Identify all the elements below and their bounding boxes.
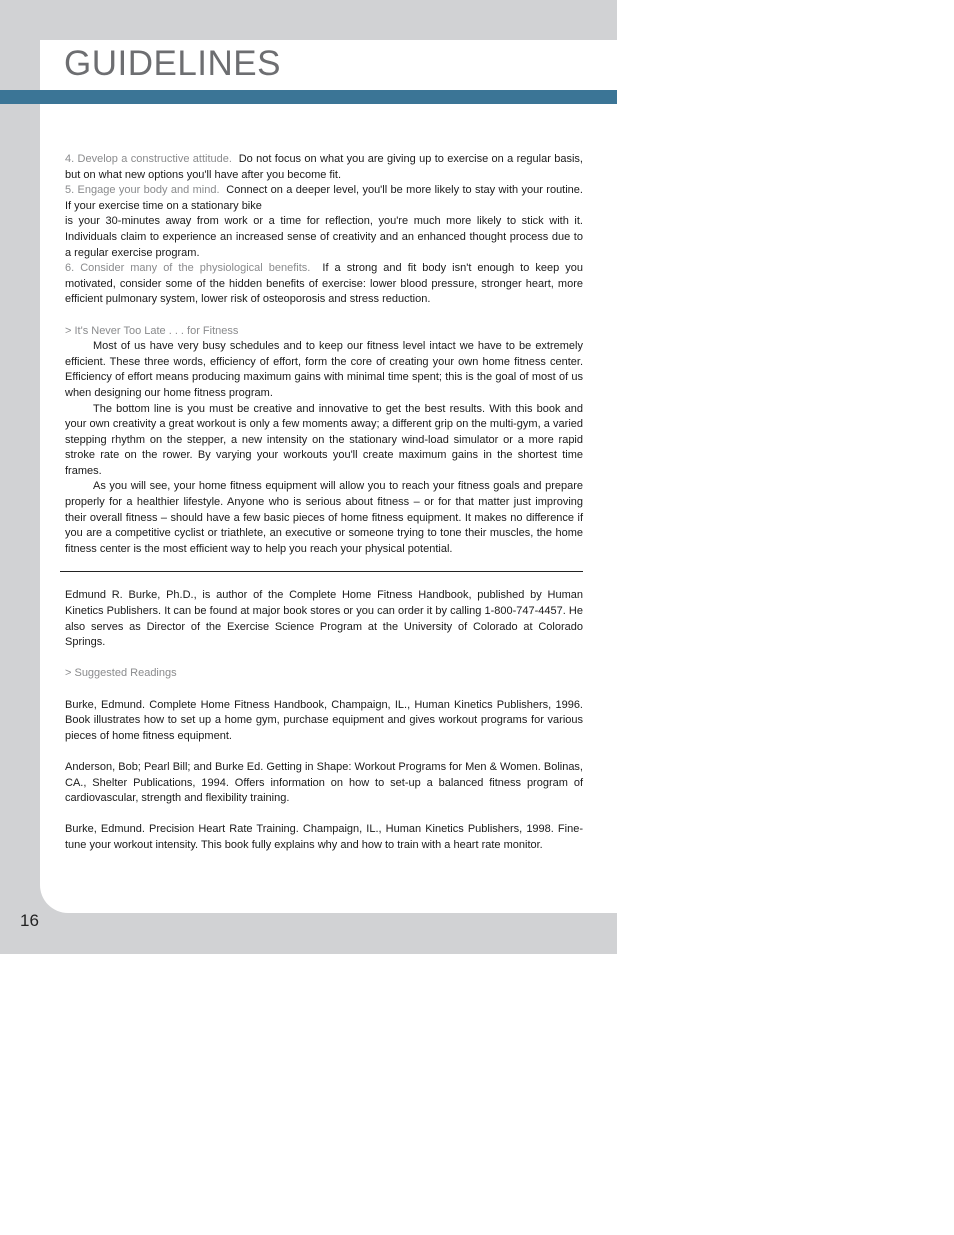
tip-text: If a strong and fit body isn't enough to keep you motivated, consider some of the hidden benefits of exercise: lower blood pressure, stronger heart, more efficient pulmonary system, lower risk of osteoporosis and stress reduction.: [65, 262, 583, 306]
tip-lead: 4. Develop a constructive attitude.: [65, 153, 232, 165]
tip-item: [65, 152, 583, 183]
reading-entry: Anderson, Bob; Pearl Bill; and Burke Ed. Getting in Shape: Workout Programs for Men & Women. Bolinas, CA., Shelter Publications, 1994. Offers information on how to set-up a balanced fitness program of cardiovascular, strength and flexibility training.: [65, 760, 583, 805]
tip-lead: 6. Consider many of the physiological benefits.: [65, 262, 311, 275]
article-body: [65, 152, 583, 854]
body-paragraph: As you will see, your home fitness equipment will allow you to reach your fitness goals and prepare properly for a healthier lifestyle. Anyone who is serious about fitness – or for that matter just improving their overall fitness – should have a few basic pieces of home fitness equipment. It makes no difference if you are a competitive cyclist or triathlete, an executive or someone trying to tone their muscles, the home fitness center is the most efficient way to help you reach your physical potential.: [65, 480, 583, 555]
tip-text: Connect on a deeper level, you'll be more likely to stay with your routine. If your exercise time on a stationary bike: [65, 184, 583, 212]
tip-item: [65, 183, 583, 214]
header-accent-bar: [0, 90, 617, 104]
tip-lead: 5. Engage your body and mind.: [65, 184, 220, 197]
author-bio: Edmund R. Burke, Ph.D., is author of the Complete Home Fitness Handbook, published by Human Kinetics Publishers. It can be found at major book stores or you can order it by calling 1-800-747-4457. He also serves as Director of the Exercise Science Program at the University of Colorado at Colorado Springs.: [65, 589, 583, 649]
body-paragraph: Most of us have very busy schedules and to keep our fitness level intact we have to be extremely efficient. These three words, efficiency of effort, form the core of creating your own home fitness center. Efficiency of effort means producing maximum gains with minimal time spent; this is the goal of most of us when designing our home fitness program.: [65, 340, 583, 399]
page-title: GUIDELINES: [64, 44, 281, 83]
page-number: 16: [20, 911, 39, 930]
reading-entry: Burke, Edmund. Complete Home Fitness Handbook, Champaign, IL., Human Kinetics Publishers, 1996. Book illustrates how to set up a home gym, purchase equipment and gives workout programs for various pieces of home fitness equipment.: [65, 698, 583, 742]
reading-entry: Burke, Edmund. Precision Heart Rate Training. Champaign, IL., Human Kinetics Publishers, 1998. Fine-tune your workout intensity. This book fully explains why and how to train with a heart rate monitor.: [65, 823, 583, 851]
tip-continued: is your 30-minutes away from work or a time for reflection, you're much more likely to stick with it. Individuals claim to experience an increased sense of creativity and an enhanced thought process due to a regular exercise program.: [65, 215, 583, 259]
tip-text: Do not focus on what you are giving up to exercise on a regular basis, but on what new options you'll have after you become fit.: [65, 153, 583, 181]
section-heading: > It's Never Too Late . . . for Fitness: [65, 324, 239, 337]
tip-item: [65, 261, 583, 308]
body-paragraph: The bottom line is you must be creative and innovative to get the best results. With this book and your own creativity a great workout is only a few moments away; a different grip on the multi-gym, a varied stepping rhythm on the stepper, a new intensity on the stationary wind-load simulator or a more rapid stroke rate on the rower. By varying your workouts you'll create maximum gains in the shortest time frames.: [65, 402, 583, 477]
readings-heading: > Suggested Readings: [65, 667, 177, 680]
